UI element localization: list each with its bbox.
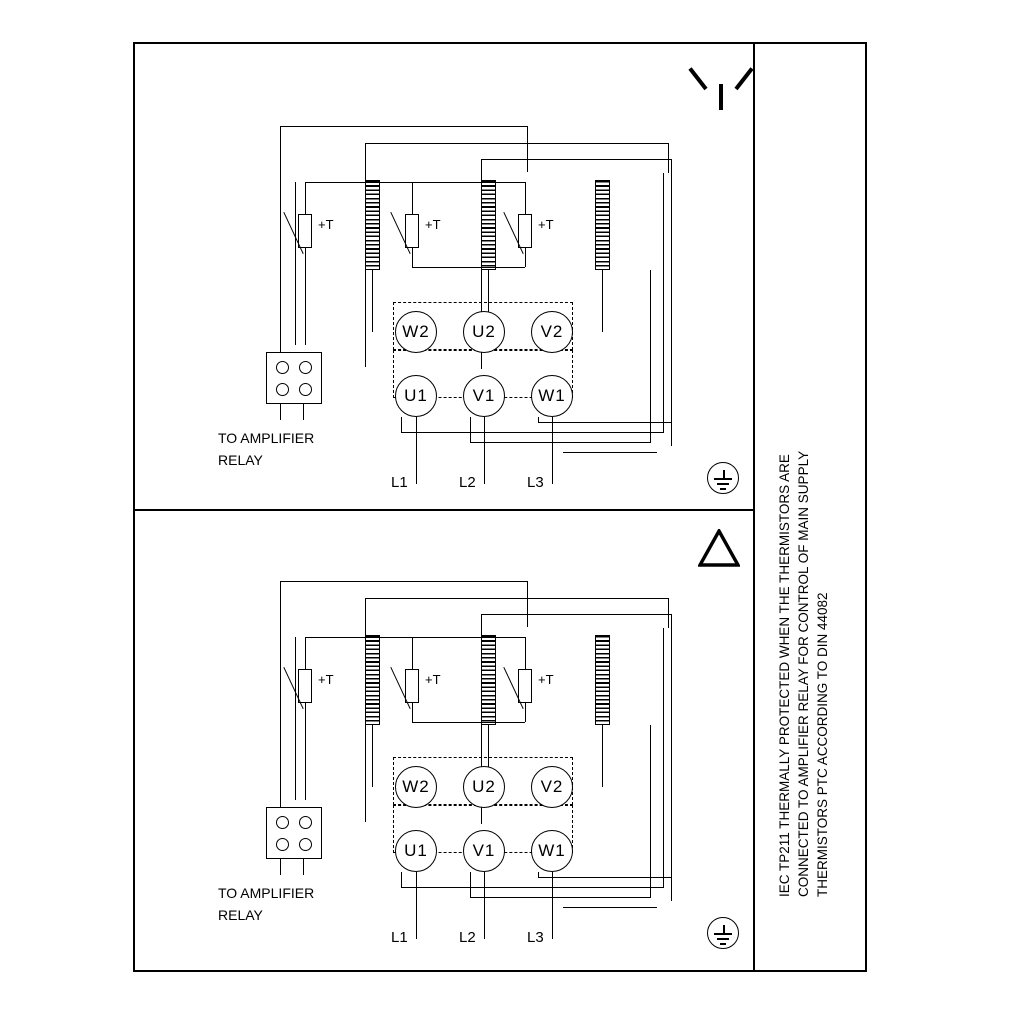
terminal-v1: V1: [463, 375, 505, 417]
amplifier-note-line2: RELAY: [218, 907, 263, 923]
connector-lead: [303, 404, 304, 420]
bus-wire: [280, 581, 281, 824]
phase-label-l1: L1: [391, 474, 408, 491]
thermistor-lead: [412, 247, 413, 267]
terminal-v1: V1: [463, 830, 505, 872]
side-note-line1: IEC TP211 THERMALLY PROTECTED WHEN THE THERMISTORS ARE: [777, 454, 792, 897]
coil-lead: [372, 725, 373, 787]
thermistor-lead: [305, 182, 306, 215]
side-note-block: [753, 42, 867, 972]
thermistor: [518, 669, 532, 703]
bus-wire: [481, 614, 671, 615]
bus-wire: [671, 159, 672, 446]
bus-wire: [668, 598, 669, 628]
bus-wire: [280, 126, 281, 369]
amplifier-note-line1: TO AMPLIFIER: [218, 430, 315, 446]
bus-wire: [668, 143, 669, 173]
connector-lead: [303, 859, 304, 875]
thermistor-lead: [525, 637, 526, 670]
connector-lead: [280, 404, 281, 420]
amplifier-connector-box: [266, 807, 322, 859]
winding-coil: [481, 180, 496, 270]
thermistor-chain-wire: [412, 722, 525, 723]
amplifier-note-line1: TO AMPLIFIER: [218, 885, 315, 901]
bus-wire: [365, 143, 668, 144]
thermistor: [298, 214, 312, 248]
return-wire: [470, 417, 471, 443]
coil-lead: [602, 270, 603, 332]
supply-lead-l1: [416, 417, 417, 484]
supply-lead-l1: [416, 872, 417, 939]
connector-hole: [276, 816, 289, 829]
thermistor-label: +T: [425, 217, 441, 232]
supply-lead-l3: [552, 417, 553, 484]
panel-delta-connection: [133, 509, 753, 972]
coil-lead: [602, 725, 603, 787]
delta-triangle-icon: [698, 529, 740, 567]
thermistor: [405, 669, 419, 703]
terminal-v2: V2: [531, 311, 573, 353]
phase-label-l2: L2: [459, 474, 476, 491]
thermistor-label: +T: [538, 217, 554, 232]
thermistor-chain-wire: [412, 267, 525, 268]
terminal-w1: W1: [531, 375, 573, 417]
supply-lead-l3: [552, 872, 553, 939]
connector-hole: [276, 838, 289, 851]
return-wire: [538, 872, 539, 878]
winding-coil: [365, 180, 380, 270]
thermistor-lead: [412, 702, 413, 722]
return-wire: [538, 417, 539, 423]
bus-wire: [671, 614, 672, 901]
return-wire: [538, 877, 671, 878]
winding-coil: [365, 635, 380, 725]
bus-wire: [280, 126, 527, 127]
terminal-v2: V2: [531, 766, 573, 808]
supply-lead-l2: [484, 417, 485, 484]
coil-lead: [372, 270, 373, 332]
winding-coil: [595, 180, 610, 270]
return-wire: [470, 872, 471, 898]
return-wire: [563, 907, 657, 908]
thermistor-chain-wire: [412, 637, 525, 638]
bus-wire: [527, 581, 528, 627]
winding-coil: [481, 635, 496, 725]
thermistor-lead: [412, 182, 413, 215]
bus-wire: [481, 159, 671, 160]
side-note-line2: CONNECTED TO AMPLIFIER RELAY FOR CONTROL OF MAIN SUPPLY: [796, 450, 811, 897]
phase-label-l3: L3: [527, 474, 544, 491]
thermistor-lead: [525, 247, 526, 267]
thermistor-chain-wire: [295, 637, 296, 800]
amplifier-connector-box: [266, 352, 322, 404]
return-wire: [650, 725, 651, 898]
delta-triangle-symbol: [698, 529, 740, 567]
phase-label-l2: L2: [459, 929, 476, 946]
connector-lead: [280, 859, 281, 875]
thermistor: [405, 214, 419, 248]
thermistor-chain-wire: [412, 182, 525, 183]
connector-hole: [299, 361, 312, 374]
phase-label-l1: L1: [391, 929, 408, 946]
terminal-w2: W2: [395, 766, 437, 808]
connector-hole: [299, 383, 312, 396]
thermistor: [518, 214, 532, 248]
terminal-w2: W2: [395, 311, 437, 353]
bus-wire: [527, 126, 528, 172]
thermistor-chain-wire: [305, 637, 412, 638]
thermistor-lead: [305, 247, 306, 345]
earth-ground-symbol: [703, 462, 743, 496]
return-wire: [401, 432, 663, 433]
amplifier-note-line2: RELAY: [218, 452, 263, 468]
star-wye-symbol: [698, 64, 744, 110]
side-note-line3: THERMISTORS PTC ACCORDING TO DIN 44082: [815, 592, 830, 897]
connector-hole: [299, 816, 312, 829]
return-wire: [663, 628, 664, 888]
thermistor-lead: [412, 637, 413, 670]
return-wire: [650, 270, 651, 443]
thermistor-lead: [525, 702, 526, 722]
terminal-w1: W1: [531, 830, 573, 872]
return-wire: [470, 442, 650, 443]
connector-hole: [276, 383, 289, 396]
return-wire: [470, 897, 650, 898]
thermistor-label: +T: [425, 672, 441, 687]
winding-coil: [595, 635, 610, 725]
bus-wire: [280, 581, 527, 582]
phase-label-l3: L3: [527, 929, 544, 946]
return-wire: [538, 422, 671, 423]
thermistor-chain-wire: [305, 182, 412, 183]
supply-lead-l2: [484, 872, 485, 939]
terminal-u2: U2: [463, 766, 505, 808]
return-wire: [401, 887, 663, 888]
terminal-u1: U1: [395, 830, 437, 872]
terminal-u2: U2: [463, 311, 505, 353]
connector-hole: [276, 361, 289, 374]
thermistor-lead: [525, 182, 526, 215]
bus-wire: [365, 598, 668, 599]
earth-ground-symbol: [703, 917, 743, 951]
return-wire: [401, 417, 402, 433]
return-wire: [563, 452, 657, 453]
thermistor-lead: [305, 637, 306, 670]
connector-hole: [299, 838, 312, 851]
thermistor-label: +T: [538, 672, 554, 687]
thermistor: [298, 669, 312, 703]
return-wire: [401, 872, 402, 888]
terminal-u1: U1: [395, 375, 437, 417]
thermistor-chain-wire: [295, 182, 296, 345]
thermistor-label: +T: [318, 672, 334, 687]
thermistor-label: +T: [318, 217, 334, 232]
thermistor-lead: [305, 702, 306, 800]
return-wire: [663, 173, 664, 433]
panel-star-connection: [133, 42, 753, 509]
